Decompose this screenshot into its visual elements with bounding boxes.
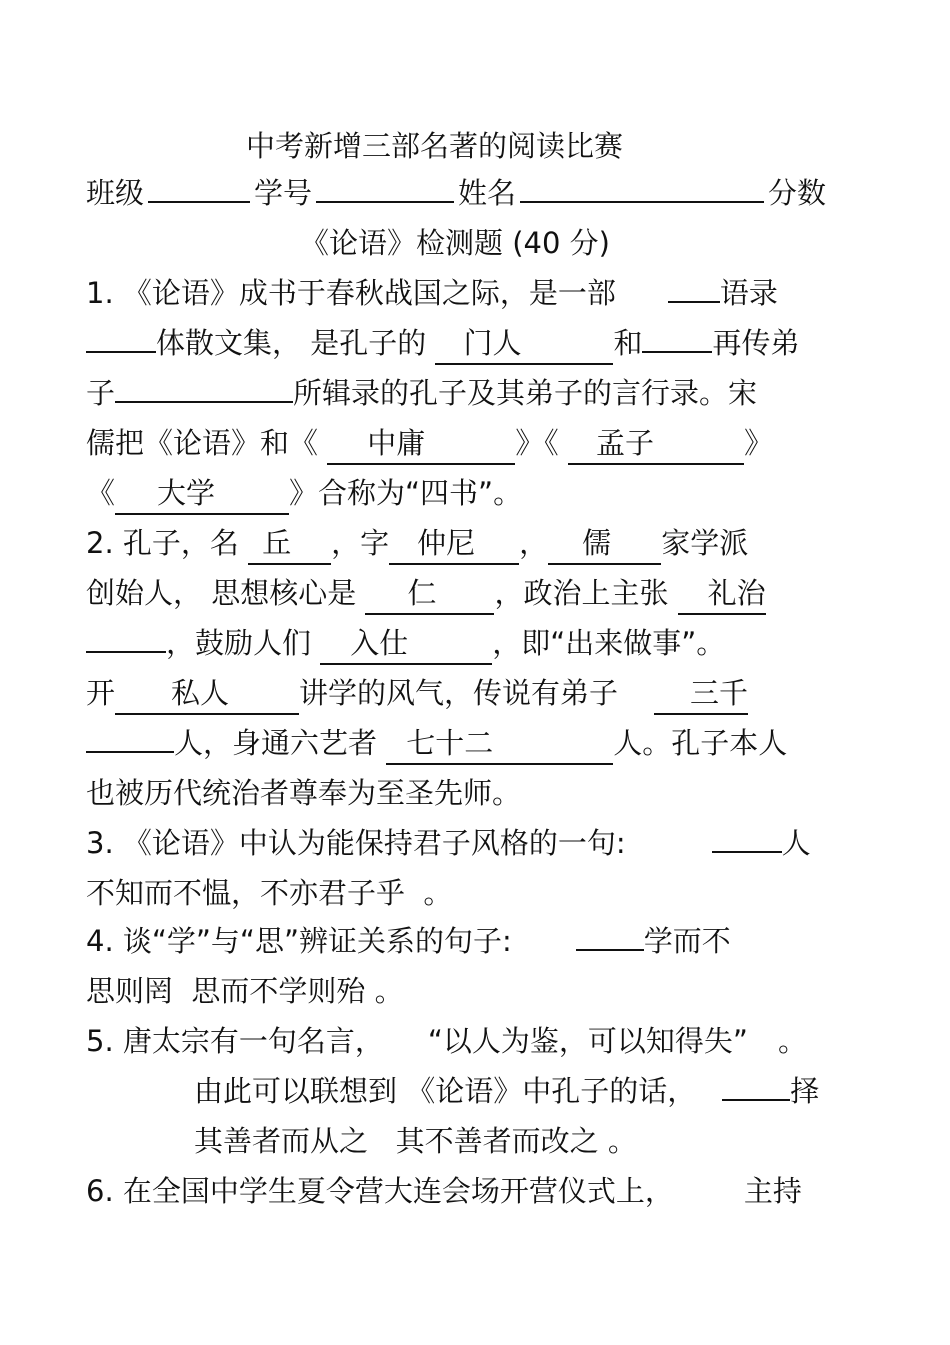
name-field[interactable] xyxy=(520,201,764,203)
blank xyxy=(722,1099,790,1101)
student-id-field[interactable] xyxy=(316,201,454,203)
blank xyxy=(86,751,174,753)
student-info-row xyxy=(86,173,866,213)
question-5-line-2: 由此可以联想到 《论语》中孔子的话， 择 xyxy=(194,1074,820,1108)
question-4-line-2: 思则罔 思而不学则殆 。 xyxy=(86,974,404,1008)
class-label: 班级 xyxy=(86,176,145,210)
blank xyxy=(576,949,644,951)
question-4-line-1: 4. 谈“学”与“思”辨证关系的句子: 学而不 xyxy=(86,924,731,958)
blank xyxy=(712,851,782,853)
blank xyxy=(86,651,166,653)
question-2-line-3: ，鼓励人们 入仕 ，即“出来做事”。 xyxy=(86,623,725,663)
question-1-line-2: 体散文集， 是孔子的 门人 和 再传弟 xyxy=(86,323,799,363)
blank xyxy=(115,401,293,403)
name-label: 姓名 xyxy=(458,176,517,210)
id-label: 学号 xyxy=(254,176,313,210)
class-field[interactable] xyxy=(148,201,250,203)
blank xyxy=(642,351,712,353)
question-1-line-1: 1. 《论语》成书于春秋战国之际，是一部 语录 xyxy=(86,276,778,310)
section-title xyxy=(300,223,610,263)
question-1-line-5: 《 大学 》合称为“四书”。 xyxy=(86,473,522,513)
question-3-line-1: 3. 《论语》中认为能保持君子风格的一句: 人 xyxy=(86,826,811,860)
question-3-line-2: 不知而不愠，不亦君子乎 。 xyxy=(86,876,453,910)
question-2-line-2: 创始人， 思想核心是 仁 ，政治上主张 礼治 xyxy=(86,573,766,613)
score-label: 分数 xyxy=(768,176,827,210)
question-2-line-1: 2. 孔子，名 丘 ，字 仲尼 ， 儒 家学派 xyxy=(86,523,748,563)
blank xyxy=(86,351,156,353)
question-1-line-3: 子 所辑录的孔子及其弟子的言行录。宋 xyxy=(86,376,758,410)
question-2-line-5: 人，身通六艺者 七十二 人。孔子本人 xyxy=(86,723,787,763)
question-2-line-6: 也被历代统治者尊奉为至圣先师。 xyxy=(86,776,522,810)
section-title-text: 《论语》检测题 (40 分) xyxy=(300,226,610,260)
question-1-line-4: 儒把《论语》和《 中庸 》《 孟子 》 xyxy=(86,423,773,463)
question-6-line-1: 6. 在全国中学生夏令营大连会场开营仪式上， 主持 xyxy=(86,1174,802,1208)
title-text: 中考新增三部名著的阅读比赛 xyxy=(246,129,624,163)
question-5-line-1: 5. 唐太宗有一句名言， “以人为鉴，可以知得失” 。 xyxy=(86,1024,807,1058)
question-5-line-3: 其善者而从之 其不善者而改之 。 xyxy=(194,1124,637,1158)
question-2-line-4: 开 私人 讲学的风气，传说有弟子 三千 xyxy=(86,673,748,713)
blank xyxy=(668,301,720,303)
page-title xyxy=(246,126,623,166)
